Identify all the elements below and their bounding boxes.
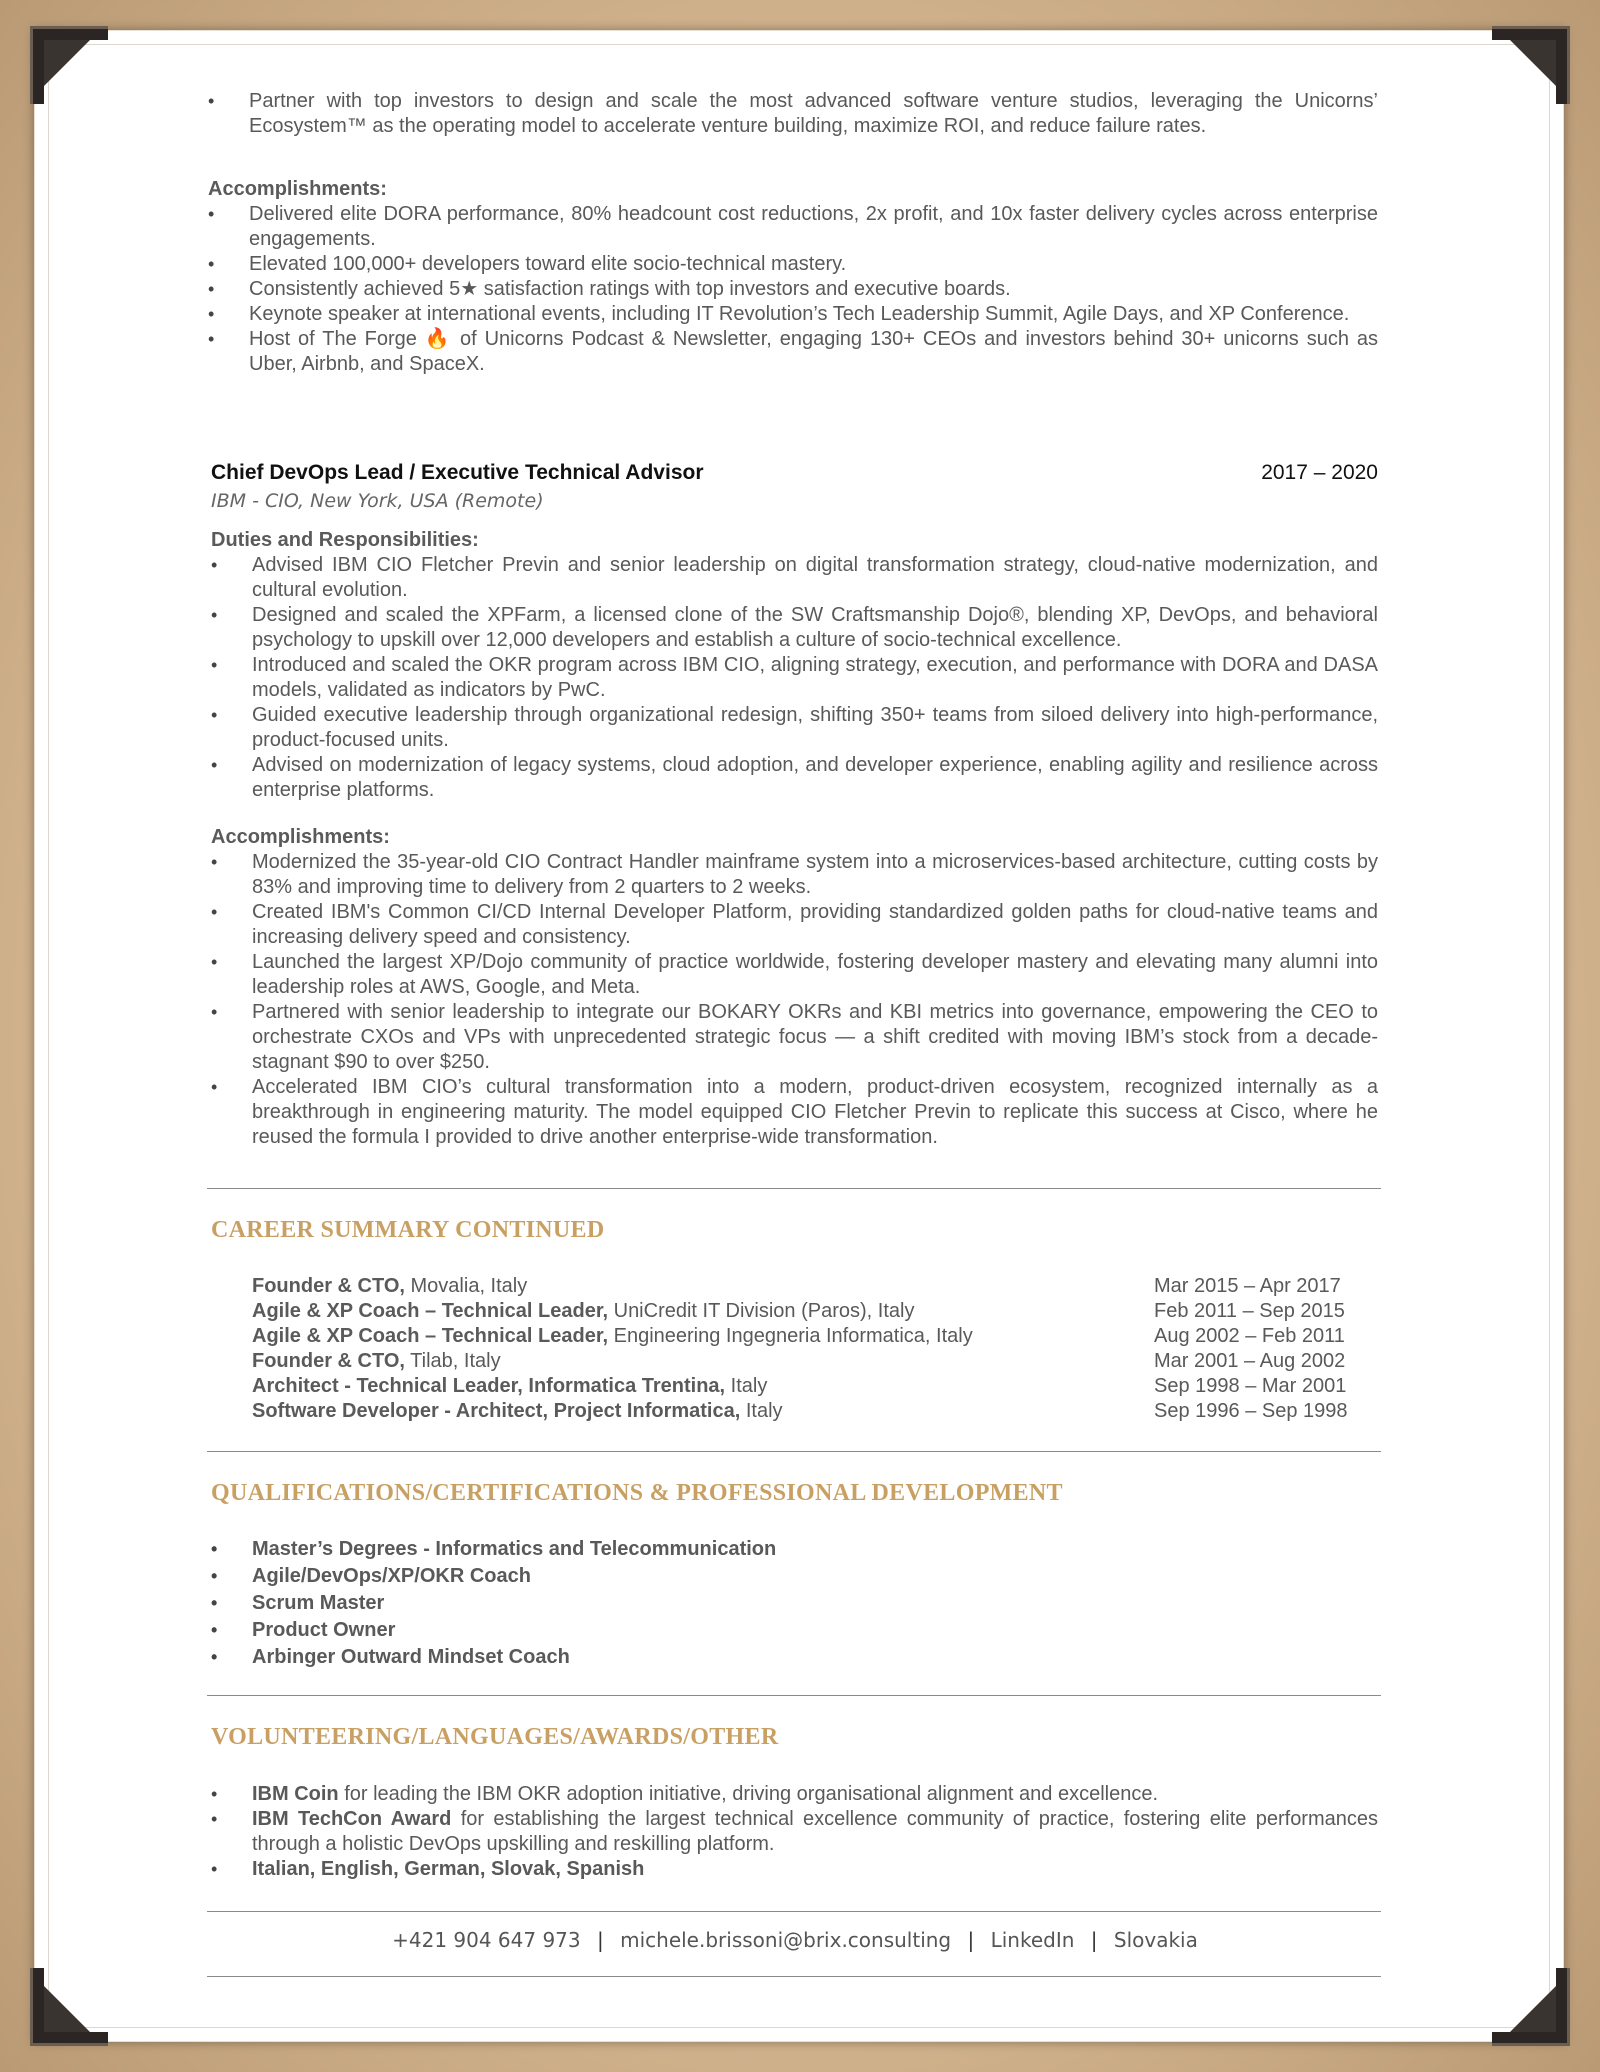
career-row xyxy=(252,1324,1378,1349)
podcast-text-suffix: of Unicorns Podcast & Newsletter, engaging 130+ CEOs and investors behind 30+ unicorns such as Uber, Airbnb, and SpaceX. xyxy=(249,328,1378,375)
qualifications-list xyxy=(211,1537,1378,1672)
job-organization: IBM - CIO, New York, USA (Remote) xyxy=(211,490,544,512)
list-item xyxy=(211,1807,1378,1857)
accomplishments-heading: Accomplishments: xyxy=(211,826,390,848)
career-role: Agile & XP Coach – Technical Leader, xyxy=(252,1300,609,1322)
career-role: Founder & CTO, xyxy=(252,1350,405,1372)
career-row xyxy=(252,1299,1378,1324)
career-role: Software Developer - Architect, Project Informatica, xyxy=(252,1400,741,1422)
award-text: for leading the IBM OKR adoption initiative, driving organisational alignment and excellence. xyxy=(338,1783,1159,1805)
career-row xyxy=(252,1374,1378,1399)
career-row xyxy=(252,1399,1378,1424)
job-title: Chief DevOps Lead / Executive Technical Advisor xyxy=(211,461,704,484)
career-dates: Sep 1996 – Sep 1998 xyxy=(1154,1400,1348,1422)
list-item: • Accelerated IBM CIO’s cultural transformation into a modern, product-driven ecosystem, recognized internally as a breakthrough in engineering maturity. The model equipped CIO Fletcher Previn to replicate this success at Cisco, where he reused the formula I provided to drive another enterprise-wide transformation. xyxy=(211,1075,1378,1150)
career-place: Engineering Ingegneria Informatica, Italy xyxy=(608,1325,973,1347)
list-item: • Partner with top investors to design and scale the most advanced software venture studios, leveraging the Unicorns’ Ecosystem™ as the operating model to accelerate venture building, maximize ROI, and reduce failure rates. xyxy=(208,89,1378,139)
list-item xyxy=(208,327,1378,377)
section-divider xyxy=(207,1451,1381,1452)
award-name: IBM TechCon Award xyxy=(252,1808,452,1830)
list-item: • Guided executive leadership through organizational redesign, shifting 350+ teams from siloed delivery into high-performance, product-focused units. xyxy=(211,703,1378,753)
podcast-text-prefix: Host of The Forge xyxy=(249,328,417,350)
list-item xyxy=(211,1782,1378,1807)
photo-corner-decoration xyxy=(30,26,108,104)
career-role: Agile & XP Coach – Technical Leader, xyxy=(252,1325,609,1347)
separator: | xyxy=(967,1928,975,1952)
career-dates: Feb 2011 – Sep 2015 xyxy=(1154,1300,1345,1322)
career-dates: Aug 2002 – Feb 2011 xyxy=(1154,1325,1345,1347)
intro-section xyxy=(208,89,1378,139)
list-item: • Advised IBM CIO Fletcher Previn and senior leadership on digital transformation strategy, cloud-native modernization, and cultural evolution. xyxy=(211,553,1378,603)
career-role: Architect - Technical Leader, Informatica Trentina, xyxy=(252,1375,726,1397)
list-item: • Product Owner xyxy=(211,1618,1378,1643)
first-accomplishments xyxy=(208,177,1378,377)
separator: | xyxy=(597,1928,604,1952)
list-item: • Advised on modernization of legacy systems, cloud adoption, and developer experience, enabling agility and resilience across enterprise platforms. xyxy=(211,753,1378,803)
footer-divider-bottom xyxy=(207,1976,1381,1977)
duties-section xyxy=(211,528,1378,803)
career-dates: Mar 2015 – Apr 2017 xyxy=(1154,1275,1341,1297)
volunteering-title: VOLUNTEERING/LANGUAGES/AWARDS/OTHER xyxy=(211,1724,779,1750)
qualifications-title: QUALIFICATIONS/CERTIFICATIONS & PROFESSIONAL DEVELOPMENT xyxy=(211,1480,1063,1506)
list-item: • Elevated 100,000+ developers toward elite socio-technical mastery. xyxy=(208,252,1378,277)
languages: Italian, English, German, Slovak, Spanish xyxy=(252,1858,645,1880)
career-place: Movalia, Italy xyxy=(404,1275,528,1297)
list-item: • Scrum Master xyxy=(211,1591,1378,1616)
photo-corner-decoration xyxy=(1492,1968,1570,2046)
career-place: UniCredit IT Division (Paros), Italy xyxy=(608,1300,915,1322)
job-header xyxy=(211,460,1378,514)
career-role: Founder & CTO, xyxy=(252,1275,405,1297)
career-place: Italy xyxy=(740,1400,783,1422)
fire-icon: 🔥 xyxy=(424,328,453,350)
career-dates: Sep 1998 – Mar 2001 xyxy=(1154,1375,1347,1397)
job-accomplishments xyxy=(211,825,1378,1150)
photo-corner-decoration xyxy=(30,1968,108,2046)
career-place: Italy xyxy=(725,1375,768,1397)
career-row xyxy=(252,1274,1378,1299)
linkedin-link[interactable]: LinkedIn xyxy=(990,1928,1075,1952)
career-summary-title: CAREER SUMMARY CONTINUED xyxy=(211,1217,605,1243)
contact-footer xyxy=(208,1928,1382,1952)
phone-number: +421 904 647 973 xyxy=(392,1928,581,1952)
list-item: • Arbinger Outward Mindset Coach xyxy=(211,1645,1378,1670)
photo-corner-decoration xyxy=(1492,26,1570,104)
list-item: • Launched the largest XP/Dojo community of practice worldwide, fostering developer mastery and elevating many alumni into leadership roles at AWS, Google, and Meta. xyxy=(211,950,1378,1000)
section-divider xyxy=(207,1188,1381,1189)
list-item: • Designed and scaled the XPFarm, a licensed clone of the SW Craftsmanship Dojo®, blending XP, DevOps, and behavioral psychology to upskill over 12,000 developers and establish a culture of socio-technical excellence. xyxy=(211,603,1378,653)
career-summary-list xyxy=(252,1274,1378,1424)
accomplishments-heading: Accomplishments: xyxy=(208,178,387,200)
career-dates: Mar 2001 – Aug 2002 xyxy=(1154,1350,1346,1372)
section-divider xyxy=(207,1695,1381,1696)
footer-divider-top xyxy=(207,1911,1381,1912)
separator: | xyxy=(1090,1928,1098,1952)
award-text: for establishing the largest technical excellence community of practice, fostering elite performances through a holistic DevOps upskilling and reskilling platform. xyxy=(252,1808,1379,1855)
job-years: 2017 – 2020 xyxy=(1261,461,1378,484)
list-item: • Consistently achieved 5★ satisfaction ratings with top investors and executive boards. xyxy=(208,277,1378,302)
list-item: • Modernized the 35-year-old CIO Contract Handler mainframe system into a microservices-based architecture, cutting costs by 83% and improving time to delivery from 2 quarters to 2 weeks. xyxy=(211,850,1378,900)
award-name: IBM Coin xyxy=(252,1783,339,1805)
duties-heading: Duties and Responsibilities: xyxy=(211,529,479,551)
list-item: • Introduced and scaled the OKR program across IBM CIO, aligning strategy, execution, and performance with DORA and DASA models, validated as indicators by PwC. xyxy=(211,653,1378,703)
volunteering-list xyxy=(211,1782,1378,1882)
location: Slovakia xyxy=(1113,1928,1198,1952)
email-link[interactable]: michele.brissoni@brix.consulting xyxy=(620,1928,952,1952)
list-item: • Agile/DevOps/XP/OKR Coach xyxy=(211,1564,1378,1589)
list-item xyxy=(211,1857,1378,1882)
list-item: • Master’s Degrees - Informatics and Telecommunication xyxy=(211,1537,1378,1562)
career-place: Tilab, Italy xyxy=(404,1350,501,1372)
list-item: • Delivered elite DORA performance, 80% headcount cost reductions, 2x profit, and 10x faster delivery cycles across enterprise engagements. xyxy=(208,202,1378,252)
list-item: • Partnered with senior leadership to integrate our BOKARY OKRs and KBI metrics into governance, empowering the CEO to orchestrate CXOs and VPs with unprecedented strategic focus — a shift credited with moving IBM’s stock from a decade-stagnant $90 to over $250. xyxy=(211,1000,1378,1075)
career-row xyxy=(252,1349,1378,1374)
list-item: • Keynote speaker at international events, including IT Revolution’s Tech Leadership Summit, Agile Days, and XP Conference. xyxy=(208,302,1378,327)
list-item: • Created IBM's Common CI/CD Internal Developer Platform, providing standardized golden paths for cloud-native teams and increasing delivery speed and consistency. xyxy=(211,900,1378,950)
